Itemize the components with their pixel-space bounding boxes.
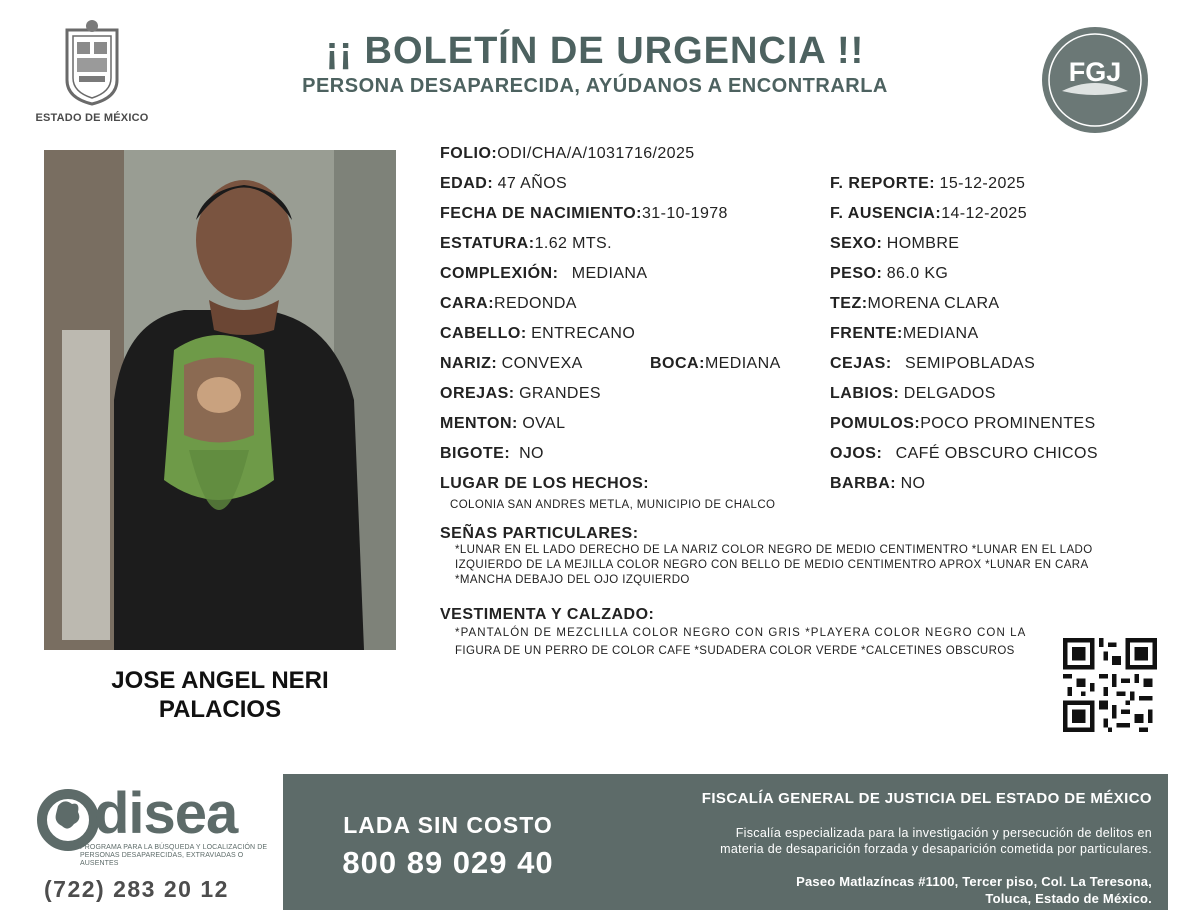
field-value: NO [900, 475, 926, 492]
field-value: NO [519, 445, 544, 462]
field-cejas [830, 354, 1035, 374]
field-label: PESO: [830, 265, 883, 282]
senas-line: IZQUIERDO DE LA MEJILLA COLOR NEGRO CON BELLO DE MEDIO CENTIMENTRO APROX *LUNAR EN CARA [455, 559, 1089, 571]
field-complexion [440, 264, 647, 284]
person-name-line2: PALACIOS [158, 696, 282, 723]
field-orejas [440, 384, 601, 404]
field-sexo [830, 234, 959, 254]
field-peso [830, 264, 948, 284]
field-label: VESTIMENTA Y CALZADO: [440, 606, 655, 623]
field-f-ausencia [830, 204, 1027, 224]
field-label: BARBA: [830, 475, 897, 492]
vestimenta-text [455, 624, 1026, 660]
field-senas-label [440, 524, 639, 544]
field-value: ODI/CHA/A/1031716/2025 [497, 145, 695, 162]
address-line: Paseo Matlazíncas #1100, Tercer piso, Col. La Teresona, [796, 874, 1152, 889]
state-shield-icon [57, 18, 127, 106]
field-label: BOCA: [650, 355, 705, 372]
field-value: OVAL [522, 415, 566, 432]
person-name-line1: JOSE ANGEL NERI [111, 667, 329, 694]
estado-de-mexico-logo [30, 18, 154, 130]
field-vestimenta-label [440, 605, 654, 625]
bulletin-title: ¡¡ BOLETÍN DE URGENCIA !! [325, 30, 865, 72]
state-label: ESTADO DE MÉXICO [35, 112, 149, 124]
field-value: POCO PROMINENTES [920, 415, 1096, 432]
fge-address [600, 873, 1152, 907]
field-edad [440, 174, 567, 194]
field-bigote [440, 444, 544, 464]
bulletin-subtitle: PERSONA DESAPARECIDA, AYÚDANOS A ENCONTRARLA [302, 75, 888, 97]
lada-label: LADA SIN COSTO [343, 812, 553, 838]
field-label: LABIOS: [830, 385, 900, 402]
field-value: GRANDES [519, 385, 602, 402]
field-label: F. REPORTE: [830, 175, 936, 192]
field-label: EDAD: [440, 175, 494, 192]
field-value: CAFÉ OBSCURO CHICOS [895, 445, 1098, 462]
field-value: 86.0 KG [886, 265, 949, 282]
field-value: MEDIANA [704, 355, 781, 372]
field-value: REDONDA [494, 295, 577, 312]
field-value: DELGADOS [903, 385, 996, 402]
field-pomulos [830, 414, 1096, 434]
field-value: 47 AÑOS [497, 175, 568, 192]
vestimenta-line: FIGURA DE UN PERRO DE COLOR CAFE *SUDADERA COLOR VERDE *CALCETINES OBSCUROS [455, 645, 1015, 657]
fge-description [600, 825, 1152, 857]
field-value: HOMBRE [886, 235, 960, 252]
field-label: COMPLEXIÓN: [440, 265, 559, 282]
field-label: F. AUSENCIA: [830, 205, 942, 222]
fge-title: FISCALÍA GENERAL DE JUSTICIA DEL ESTADO DE MÉXICO [701, 790, 1152, 807]
field-label: CEJAS: [830, 355, 892, 372]
field-label: NARIZ: [440, 355, 498, 372]
field-label: ESTATURA: [440, 235, 535, 252]
field-estatura [440, 234, 612, 254]
field-label: OJOS: [830, 445, 883, 462]
senas-text [455, 543, 1093, 588]
field-label: MENTON: [440, 415, 518, 432]
field-label: FOLIO: [440, 145, 498, 162]
field-cara [440, 294, 577, 314]
field-label: BIGOTE: [440, 445, 511, 462]
field-label: CABELLO: [440, 325, 527, 342]
field-label: SEXO: [830, 235, 883, 252]
fge-desc-line: materia de desaparición forzada y desaparición cometida por particulares. [720, 842, 1152, 856]
field-nariz [440, 354, 583, 374]
odisea-wordmark: disea [94, 781, 238, 846]
field-label: LUGAR DE LOS HECHOS: [440, 475, 650, 492]
field-f-reporte [830, 174, 1025, 194]
field-value: 1.62 MTS. [534, 235, 612, 252]
field-label: CARA: [440, 295, 495, 312]
field-fecha-nacimiento [440, 204, 728, 224]
odisea-description: PROGRAMA PARA LA BÚSQUEDA Y LOCALIZACIÓN DE PERSONAS DESAPARECIDAS, EXTRAVIADAS O AUSENTES [80, 844, 268, 867]
senas-line: *MANCHA DEBAJO DEL OJO IZQUIERDO [455, 574, 690, 586]
field-frente [830, 324, 979, 344]
photo-illustration [44, 150, 396, 650]
fgj-logo [1040, 25, 1150, 135]
field-ojos [830, 444, 1098, 464]
field-label: POMULOS: [830, 415, 921, 432]
field-labios [830, 384, 996, 404]
field-tez [830, 294, 1000, 314]
field-label: TEZ: [830, 295, 868, 312]
field-cabello [440, 324, 635, 344]
field-label: FECHA DE NACIMIENTO: [440, 205, 642, 222]
qr-code-icon [1063, 638, 1157, 732]
field-value: SEMIPOBLADAS [905, 355, 1036, 372]
fgj-seal-icon [1040, 25, 1150, 135]
vestimenta-line: *PANTALÓN DE MEZCLILLA COLOR NEGRO CON GRIS *PLAYERA COLOR NEGRO CON LA [455, 627, 1027, 639]
field-value: MEDIANA [571, 265, 648, 282]
field-label: SEÑAS PARTICULARES: [440, 525, 639, 542]
qr-code[interactable] [1063, 638, 1157, 732]
field-label: FRENTE: [830, 325, 903, 342]
fgj-text: FGJ [1068, 57, 1122, 87]
field-value: CONVEXA [501, 355, 583, 372]
field-value: 14-12-2025 [941, 205, 1028, 222]
field-label: OREJAS: [440, 385, 515, 402]
field-value: ENTRECANO [531, 325, 636, 342]
field-lugar-label [440, 474, 649, 494]
field-value: MORENA CLARA [867, 295, 1000, 312]
address-line: Toluca, Estado de México. [985, 891, 1152, 906]
senas-line: *LUNAR EN EL LADO DERECHO DE LA NARIZ COLOR NEGRO DE MEDIO CENTIMENTRO *LUNAR EN EL LADO [455, 544, 1093, 556]
field-value: 31-10-1978 [642, 205, 728, 222]
person-name [44, 666, 396, 724]
field-folio [440, 144, 695, 164]
field-lugar-value: COLONIA SAN ANDRES METLA, MUNICIPIO DE CHALCO [450, 499, 776, 511]
fge-desc-line: Fiscalía especializada para la investigación y persecución de delitos en [735, 826, 1152, 840]
odisea-phone[interactable]: (722) 283 20 12 [44, 876, 229, 902]
person-photo [44, 150, 396, 650]
field-menton [440, 414, 565, 434]
lada-phone-number[interactable]: 800 89 029 40 [342, 845, 554, 880]
field-value: 15-12-2025 [939, 175, 1026, 192]
odisea-map-icon [36, 788, 100, 852]
field-value: MEDIANA [902, 325, 979, 342]
field-boca [650, 354, 781, 374]
field-barba [830, 474, 925, 494]
